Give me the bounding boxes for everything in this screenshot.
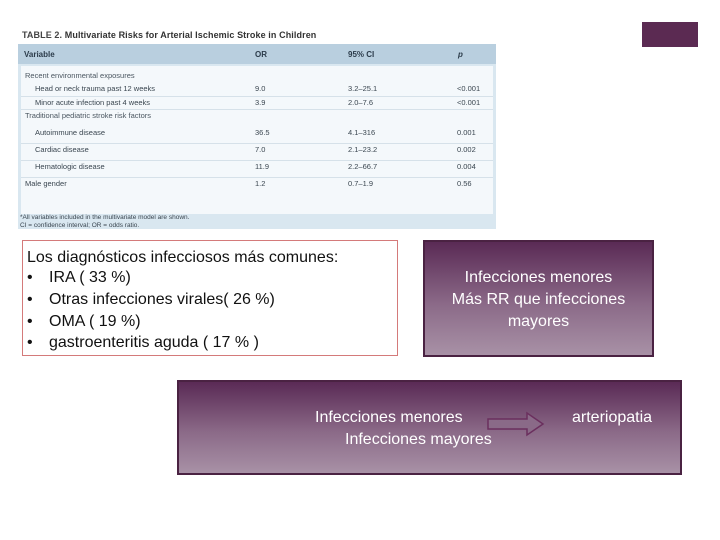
list-item [27,313,141,331]
row-p: 0.002 [457,145,476,154]
rr-line-1: Infecciones menores [464,269,613,286]
multivariate-table [18,30,496,228]
table-footnote [20,214,189,230]
table-rows [21,66,493,214]
row-label: Head or neck trauma past 12 weeks [35,84,156,93]
row-label: Minor acute infection past 4 weeks [35,98,151,107]
list-item-text: OMA ( 19 %) [49,313,141,330]
right-arrow-icon [487,411,545,437]
row-ci: 2.2–66.7 [348,162,378,171]
row-label: Male gender [25,179,67,188]
list-item-text: Otras infecciones virales( 26 %) [49,291,275,308]
table-header-row [18,44,496,64]
row-p: <0.001 [457,98,481,107]
major-infections-label: Infecciones mayores [345,431,492,448]
corner-decoration [642,22,698,47]
minor-infections-label: Infecciones menores [315,409,463,426]
table-row [21,70,493,82]
footnote-line: CI = confidence interval; OR = odds ratio. [20,222,140,229]
table-title [22,30,316,40]
bullet: • [27,269,33,286]
row-ci: 3.2–25.1 [348,84,378,93]
table-title-text: Multivariate Risks for Arterial Ischemic Stroke in Children [64,30,317,40]
table-row [21,83,493,95]
row-p: <0.001 [457,84,481,93]
row-ci: 4.1–316 [348,128,376,137]
common-infections-box [22,240,398,356]
table-row [21,127,493,139]
table-row [21,96,493,109]
table-row [21,177,493,190]
header-p: p [458,50,463,59]
header-or: OR [255,50,267,59]
list-item [27,269,131,287]
header-ci: 95% CI [348,50,375,59]
row-or: 1.2 [255,179,266,188]
header-variable: Variable [24,50,55,59]
rr-line-3: mayores [507,313,570,330]
arteriopathy-box [177,380,682,475]
list-item [27,334,259,352]
row-ci: 2.1–23.2 [348,145,378,154]
footnote-line: *All variables included in the multivariate model are shown. [20,214,190,221]
table-body-area [18,44,496,229]
row-or: 3.9 [255,98,266,107]
row-label: Autoimmune disease [35,128,106,137]
row-label: Hematologic disease [35,162,105,171]
row-ci: 2.0–7.6 [348,98,374,107]
rr-line-2: Más RR que infecciones [451,291,626,308]
row-or: 9.0 [255,84,266,93]
row-or: 36.5 [255,128,270,137]
row-label: Recent environmental exposures [25,71,135,80]
common-infections-heading: Los diagnósticos infecciosos más comunes: [27,249,339,266]
table-row [21,109,493,122]
bullet: • [27,313,33,330]
row-or: 7.0 [255,145,266,154]
row-label: Cardiac disease [35,145,89,154]
minor-infections-rr-box [423,240,654,357]
row-p: 0.004 [457,162,476,171]
list-item-text: IRA ( 33 %) [49,269,131,286]
row-or: 11.9 [255,162,270,171]
row-ci: 0.7–1.9 [348,179,374,188]
row-label: Traditional pediatric stroke risk factors [25,111,152,120]
arteriopathy-label: arteriopatia [572,409,653,426]
row-p: 0.56 [457,179,472,188]
list-item-text: gastroenteritis aguda ( 17 % ) [49,334,259,351]
table-row [21,160,493,173]
bullet: • [27,334,33,351]
bullet: • [27,291,33,308]
row-p: 0.001 [457,128,476,137]
table-title-number: TABLE 2. [22,30,63,40]
table-row [21,143,493,156]
list-item [27,291,275,309]
